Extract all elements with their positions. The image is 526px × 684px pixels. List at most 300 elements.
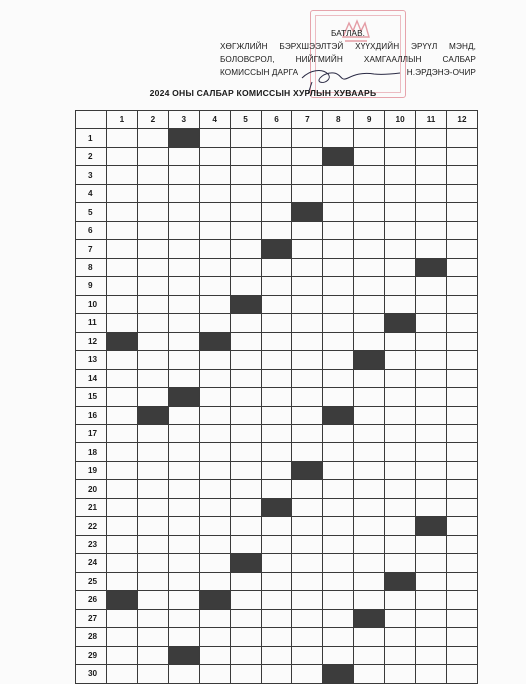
table-row [76, 388, 478, 406]
empty-cell [292, 258, 323, 276]
empty-cell [292, 628, 323, 646]
empty-cell [137, 314, 168, 332]
empty-cell [385, 147, 416, 165]
empty-cell [230, 129, 261, 147]
empty-cell [446, 554, 477, 572]
table-row [76, 369, 478, 387]
signatory-name: Н.ЭРДЭНЭ-ОЧИР [406, 68, 476, 77]
empty-cell [385, 609, 416, 627]
empty-cell [292, 147, 323, 165]
meeting-cell [385, 572, 416, 590]
empty-cell [354, 646, 385, 664]
empty-cell [385, 591, 416, 609]
table-row [76, 554, 478, 572]
empty-cell [137, 184, 168, 202]
empty-cell [168, 554, 199, 572]
empty-cell [199, 406, 230, 424]
empty-cell [323, 535, 354, 553]
empty-cell [354, 535, 385, 553]
empty-cell [354, 424, 385, 442]
empty-cell [107, 314, 138, 332]
empty-cell [261, 221, 292, 239]
empty-cell [137, 480, 168, 498]
empty-cell [323, 591, 354, 609]
empty-cell [385, 665, 416, 683]
empty-cell [385, 277, 416, 295]
empty-cell [168, 591, 199, 609]
meeting-cell [107, 591, 138, 609]
empty-cell [261, 480, 292, 498]
empty-cell [416, 535, 447, 553]
empty-cell [107, 351, 138, 369]
table-row [76, 277, 478, 295]
empty-cell [230, 461, 261, 479]
empty-cell [107, 517, 138, 535]
day-label: 4 [76, 184, 107, 202]
day-label: 16 [76, 406, 107, 424]
empty-cell [292, 424, 323, 442]
table-row [76, 258, 478, 276]
empty-cell [137, 221, 168, 239]
empty-cell [199, 424, 230, 442]
meeting-cell [261, 240, 292, 258]
empty-cell [446, 424, 477, 442]
meeting-cell [292, 203, 323, 221]
empty-cell [137, 351, 168, 369]
meeting-cell [199, 332, 230, 350]
table-row [76, 517, 478, 535]
empty-cell [199, 665, 230, 683]
month-header: 7 [292, 111, 323, 129]
empty-cell [261, 314, 292, 332]
empty-cell [354, 572, 385, 590]
empty-cell [416, 388, 447, 406]
empty-cell [385, 535, 416, 553]
table-row [76, 443, 478, 461]
empty-cell [168, 258, 199, 276]
empty-cell [323, 498, 354, 516]
empty-cell [385, 388, 416, 406]
empty-cell [107, 609, 138, 627]
table-row [76, 203, 478, 221]
empty-cell [199, 240, 230, 258]
month-header: 12 [446, 111, 477, 129]
empty-cell [261, 646, 292, 664]
table-row [76, 129, 478, 147]
empty-cell [323, 221, 354, 239]
empty-cell [261, 369, 292, 387]
empty-cell [292, 221, 323, 239]
empty-cell [107, 406, 138, 424]
day-label: 7 [76, 240, 107, 258]
empty-cell [199, 129, 230, 147]
table-row [76, 240, 478, 258]
empty-cell [168, 406, 199, 424]
empty-cell [446, 295, 477, 313]
empty-cell [446, 646, 477, 664]
empty-cell [416, 147, 447, 165]
empty-cell [323, 554, 354, 572]
empty-cell [323, 166, 354, 184]
empty-cell [446, 147, 477, 165]
empty-cell [354, 591, 385, 609]
empty-cell [199, 221, 230, 239]
empty-cell [230, 609, 261, 627]
empty-cell [168, 240, 199, 258]
empty-cell [230, 535, 261, 553]
empty-cell [323, 314, 354, 332]
empty-cell [446, 406, 477, 424]
empty-cell [446, 461, 477, 479]
empty-cell [385, 351, 416, 369]
empty-cell [323, 129, 354, 147]
empty-cell [199, 203, 230, 221]
empty-cell [416, 277, 447, 295]
empty-cell [107, 129, 138, 147]
day-label: 12 [76, 332, 107, 350]
day-label: 17 [76, 424, 107, 442]
table-row [76, 498, 478, 516]
empty-cell [168, 461, 199, 479]
meeting-cell [323, 406, 354, 424]
empty-cell [292, 554, 323, 572]
day-label: 28 [76, 628, 107, 646]
empty-cell [292, 314, 323, 332]
day-label: 9 [76, 277, 107, 295]
empty-cell [323, 443, 354, 461]
day-label: 3 [76, 166, 107, 184]
empty-cell [416, 184, 447, 202]
meeting-cell [168, 646, 199, 664]
empty-cell [168, 517, 199, 535]
empty-cell [446, 258, 477, 276]
empty-cell [354, 277, 385, 295]
empty-cell [261, 443, 292, 461]
empty-cell [416, 443, 447, 461]
empty-cell [446, 572, 477, 590]
empty-cell [230, 498, 261, 516]
month-header: 4 [199, 111, 230, 129]
empty-cell [230, 406, 261, 424]
empty-cell [168, 572, 199, 590]
empty-cell [230, 203, 261, 221]
meeting-cell [354, 609, 385, 627]
empty-cell [416, 166, 447, 184]
empty-cell [416, 221, 447, 239]
empty-cell [416, 480, 447, 498]
empty-cell [230, 646, 261, 664]
empty-cell [323, 351, 354, 369]
empty-cell [416, 572, 447, 590]
empty-cell [199, 369, 230, 387]
table-row [76, 480, 478, 498]
empty-cell [416, 295, 447, 313]
empty-cell [107, 147, 138, 165]
empty-cell [107, 240, 138, 258]
empty-cell [137, 646, 168, 664]
empty-cell [446, 498, 477, 516]
corner-cell [76, 111, 107, 129]
table-row [76, 572, 478, 590]
day-label: 5 [76, 203, 107, 221]
empty-cell [230, 277, 261, 295]
empty-cell [385, 406, 416, 424]
empty-cell [137, 166, 168, 184]
day-label: 25 [76, 572, 107, 590]
table-row [76, 424, 478, 442]
empty-cell [292, 591, 323, 609]
empty-cell [354, 258, 385, 276]
empty-cell [354, 184, 385, 202]
empty-cell [446, 535, 477, 553]
empty-cell [446, 665, 477, 683]
month-header: 8 [323, 111, 354, 129]
empty-cell [446, 628, 477, 646]
meeting-cell [323, 665, 354, 683]
empty-cell [107, 498, 138, 516]
empty-cell [107, 424, 138, 442]
empty-cell [292, 572, 323, 590]
empty-cell [446, 314, 477, 332]
empty-cell [168, 443, 199, 461]
empty-cell [199, 388, 230, 406]
empty-cell [354, 332, 385, 350]
approval-line-1: ХӨГЖЛИЙН БЭРХШЭЭЛТЭЙ ХҮҮХДИЙН ЭРҮҮЛ МЭНД, [220, 42, 476, 51]
meeting-cell [416, 517, 447, 535]
empty-cell [446, 184, 477, 202]
day-label: 6 [76, 221, 107, 239]
empty-cell [261, 203, 292, 221]
approval-label: БАТЛАВ. [330, 29, 366, 38]
approval-line-2: БОЛОВСРОЛ, НИЙГМИЙН ХАМГААЛЛЫН САЛБАР [220, 55, 476, 64]
empty-cell [416, 203, 447, 221]
empty-cell [354, 166, 385, 184]
empty-cell [199, 535, 230, 553]
empty-cell [323, 369, 354, 387]
meeting-cell [168, 388, 199, 406]
empty-cell [292, 406, 323, 424]
empty-cell [446, 332, 477, 350]
empty-cell [354, 628, 385, 646]
day-label: 13 [76, 351, 107, 369]
empty-cell [416, 498, 447, 516]
empty-cell [168, 609, 199, 627]
empty-cell [385, 424, 416, 442]
empty-cell [385, 628, 416, 646]
empty-cell [137, 424, 168, 442]
empty-cell [385, 461, 416, 479]
empty-cell [168, 424, 199, 442]
empty-cell [261, 277, 292, 295]
empty-cell [107, 572, 138, 590]
empty-cell [137, 369, 168, 387]
empty-cell [416, 609, 447, 627]
table-body [76, 129, 478, 683]
empty-cell [354, 406, 385, 424]
empty-cell [323, 480, 354, 498]
empty-cell [416, 314, 447, 332]
empty-cell [168, 203, 199, 221]
empty-cell [446, 166, 477, 184]
empty-cell [292, 443, 323, 461]
empty-cell [230, 480, 261, 498]
empty-cell [416, 554, 447, 572]
empty-cell [168, 498, 199, 516]
empty-cell [230, 166, 261, 184]
day-label: 22 [76, 517, 107, 535]
empty-cell [354, 369, 385, 387]
empty-cell [199, 258, 230, 276]
empty-cell [168, 535, 199, 553]
table-row [76, 628, 478, 646]
day-label: 19 [76, 461, 107, 479]
empty-cell [416, 424, 447, 442]
empty-cell [385, 129, 416, 147]
empty-cell [292, 277, 323, 295]
empty-cell [199, 609, 230, 627]
empty-cell [261, 591, 292, 609]
empty-cell [385, 480, 416, 498]
empty-cell [323, 295, 354, 313]
empty-cell [261, 166, 292, 184]
day-label: 29 [76, 646, 107, 664]
empty-cell [230, 351, 261, 369]
empty-cell [354, 554, 385, 572]
empty-cell [168, 314, 199, 332]
empty-cell [107, 203, 138, 221]
empty-cell [199, 295, 230, 313]
empty-cell [230, 240, 261, 258]
empty-cell [168, 628, 199, 646]
empty-cell [199, 443, 230, 461]
empty-cell [292, 166, 323, 184]
empty-cell [168, 221, 199, 239]
empty-cell [261, 535, 292, 553]
meeting-cell [199, 591, 230, 609]
empty-cell [168, 295, 199, 313]
table-header-row [76, 111, 478, 129]
empty-cell [107, 295, 138, 313]
empty-cell [261, 295, 292, 313]
empty-cell [416, 240, 447, 258]
month-header: 3 [168, 111, 199, 129]
day-label: 15 [76, 388, 107, 406]
empty-cell [261, 147, 292, 165]
meeting-cell [323, 147, 354, 165]
empty-cell [261, 665, 292, 683]
meeting-cell [107, 332, 138, 350]
empty-cell [354, 203, 385, 221]
empty-cell [385, 203, 416, 221]
table-row [76, 184, 478, 202]
empty-cell [323, 258, 354, 276]
empty-cell [261, 184, 292, 202]
empty-cell [323, 517, 354, 535]
empty-cell [323, 461, 354, 479]
meeting-cell [292, 461, 323, 479]
empty-cell [230, 424, 261, 442]
empty-cell [292, 480, 323, 498]
empty-cell [137, 517, 168, 535]
empty-cell [230, 258, 261, 276]
empty-cell [446, 443, 477, 461]
empty-cell [354, 517, 385, 535]
meeting-cell [230, 295, 261, 313]
meeting-cell [168, 129, 199, 147]
empty-cell [354, 240, 385, 258]
table-row [76, 591, 478, 609]
empty-cell [446, 203, 477, 221]
empty-cell [416, 406, 447, 424]
empty-cell [199, 480, 230, 498]
empty-cell [107, 184, 138, 202]
day-label: 24 [76, 554, 107, 572]
empty-cell [385, 221, 416, 239]
empty-cell [199, 166, 230, 184]
table-row [76, 665, 478, 683]
day-label: 2 [76, 147, 107, 165]
empty-cell [385, 184, 416, 202]
empty-cell [385, 295, 416, 313]
empty-cell [446, 221, 477, 239]
empty-cell [446, 369, 477, 387]
day-label: 21 [76, 498, 107, 516]
empty-cell [199, 554, 230, 572]
empty-cell [137, 277, 168, 295]
empty-cell [199, 147, 230, 165]
empty-cell [261, 572, 292, 590]
empty-cell [137, 147, 168, 165]
empty-cell [354, 461, 385, 479]
table-row [76, 535, 478, 553]
empty-cell [292, 388, 323, 406]
empty-cell [230, 388, 261, 406]
empty-cell [354, 129, 385, 147]
empty-cell [385, 369, 416, 387]
empty-cell [199, 351, 230, 369]
empty-cell [323, 424, 354, 442]
empty-cell [137, 628, 168, 646]
empty-cell [168, 369, 199, 387]
empty-cell [416, 665, 447, 683]
empty-cell [230, 369, 261, 387]
empty-cell [385, 554, 416, 572]
empty-cell [230, 184, 261, 202]
empty-cell [446, 351, 477, 369]
empty-cell [354, 665, 385, 683]
month-header: 6 [261, 111, 292, 129]
day-label: 27 [76, 609, 107, 627]
day-label: 26 [76, 591, 107, 609]
day-label: 1 [76, 129, 107, 147]
empty-cell [168, 480, 199, 498]
empty-cell [446, 591, 477, 609]
meeting-cell [354, 351, 385, 369]
day-label: 20 [76, 480, 107, 498]
schedule-table [75, 110, 478, 684]
empty-cell [354, 147, 385, 165]
empty-cell [261, 554, 292, 572]
empty-cell [107, 166, 138, 184]
empty-cell [261, 609, 292, 627]
empty-cell [354, 295, 385, 313]
empty-cell [292, 129, 323, 147]
empty-cell [261, 424, 292, 442]
empty-cell [292, 184, 323, 202]
empty-cell [199, 314, 230, 332]
empty-cell [137, 665, 168, 683]
meeting-cell [385, 314, 416, 332]
